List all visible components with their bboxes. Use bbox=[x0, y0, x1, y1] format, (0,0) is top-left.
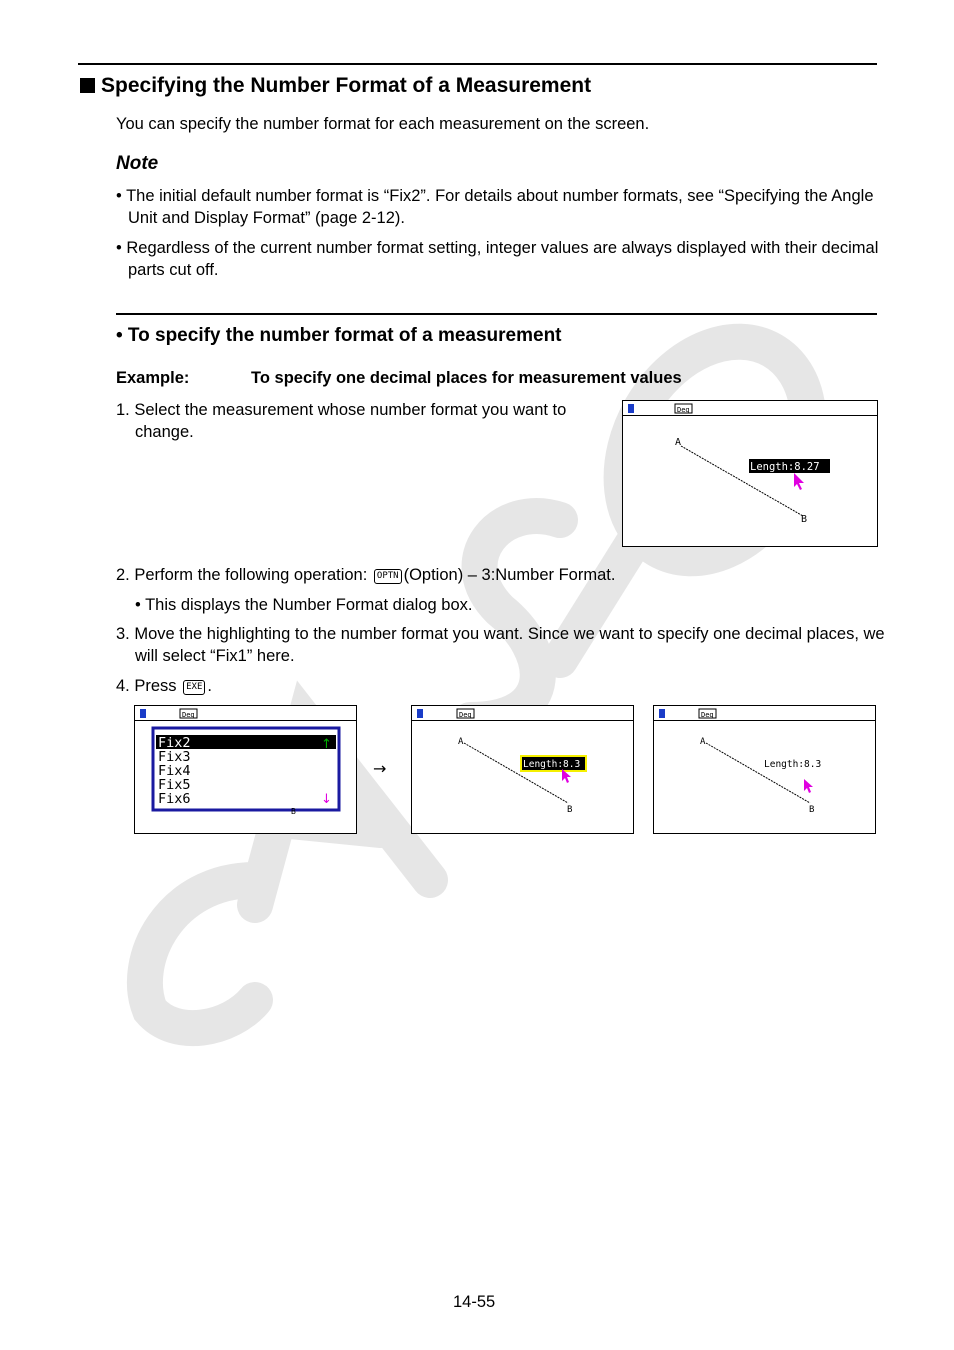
deg-badge: Deg bbox=[182, 711, 195, 719]
section-intro: You can specify the number format for each measurement on the screen. bbox=[116, 115, 650, 133]
pointer-icon bbox=[804, 779, 813, 793]
point-a-label: A bbox=[675, 437, 682, 448]
point-b-label: B bbox=[291, 807, 296, 816]
deg-badge: Deg bbox=[459, 711, 472, 719]
measurement-value: Length:8.27 bbox=[750, 461, 820, 473]
note-item-1: • The initial default number format is “Fix2”. For details about number formats, see “Specifying the Angle Unit and Display Format” (page 2-12). bbox=[116, 187, 874, 227]
deg-badge: Deg bbox=[701, 711, 714, 719]
page-number: 14-55 bbox=[453, 1293, 496, 1311]
segment-ab bbox=[681, 446, 803, 516]
screen-2-graphics bbox=[135, 706, 356, 833]
step-4: 4. Press EXE . bbox=[116, 677, 212, 695]
note-heading: Note bbox=[116, 153, 159, 174]
battery-icon bbox=[417, 709, 423, 718]
segment-ab bbox=[464, 743, 568, 803]
screen-format-applied-selected bbox=[411, 705, 634, 834]
square-bullet-icon bbox=[80, 78, 95, 93]
point-a-label: A bbox=[458, 737, 464, 747]
procedure-rule bbox=[116, 313, 877, 315]
top-rule bbox=[78, 63, 877, 65]
point-a-label: A bbox=[700, 737, 706, 747]
point-b-label: B bbox=[801, 514, 808, 525]
battery-icon bbox=[140, 709, 146, 718]
battery-icon bbox=[659, 709, 665, 718]
section-title: Specifying the Number Format of a Measurement bbox=[80, 74, 591, 98]
screen-1-graphics bbox=[623, 401, 877, 546]
example-label: Example: bbox=[116, 369, 190, 387]
exe-key: EXE bbox=[183, 680, 205, 695]
example-text: To specify one decimal places for measurement values bbox=[251, 369, 682, 387]
measurement-value: Length:8.3 bbox=[523, 759, 581, 770]
measurement-value: Length:8.3 bbox=[764, 759, 822, 770]
scroll-down-icon: ↓ bbox=[321, 792, 332, 807]
deg-badge: Deg bbox=[677, 406, 690, 414]
note-item-2: • Regardless of the current number format setting, integer values are always displayed with their decimal parts cut off. bbox=[116, 239, 879, 279]
segment-ab bbox=[706, 743, 810, 803]
format-option-4: Fix5 bbox=[158, 777, 191, 793]
point-b-label: B bbox=[567, 805, 573, 815]
step-2-sub: • This displays the Number Format dialog box. bbox=[135, 596, 473, 614]
format-option-2: Fix3 bbox=[158, 749, 191, 765]
screen-select-measurement bbox=[622, 400, 878, 547]
step-2: 2. Perform the following operation: OPTN (Option) – 3:Number Format. bbox=[116, 566, 616, 584]
screen-4-graphics bbox=[654, 706, 875, 833]
step-1: 1. Select the measurement whose number format you want to change. bbox=[116, 401, 567, 441]
format-option-1: Fix2 bbox=[158, 735, 191, 751]
procedure-heading: • To specify the number format of a measurement bbox=[116, 325, 562, 346]
optn-key: OPTN bbox=[374, 569, 402, 584]
point-b-label: B bbox=[809, 805, 815, 815]
arrow-icon: → bbox=[373, 759, 387, 778]
battery-icon bbox=[628, 404, 634, 413]
format-option-5: Fix6 bbox=[158, 791, 191, 807]
pointer-icon bbox=[794, 473, 804, 490]
screen-number-format-dialog bbox=[134, 705, 357, 834]
screen-format-applied bbox=[653, 705, 876, 834]
screen-3-graphics bbox=[412, 706, 633, 833]
step-3: 3. Move the highlighting to the number format you want. Since we want to specify one decimal places, we will select “Fix1” here. bbox=[116, 625, 885, 665]
scroll-up-icon: ↑ bbox=[321, 737, 332, 752]
format-option-3: Fix4 bbox=[158, 763, 191, 779]
